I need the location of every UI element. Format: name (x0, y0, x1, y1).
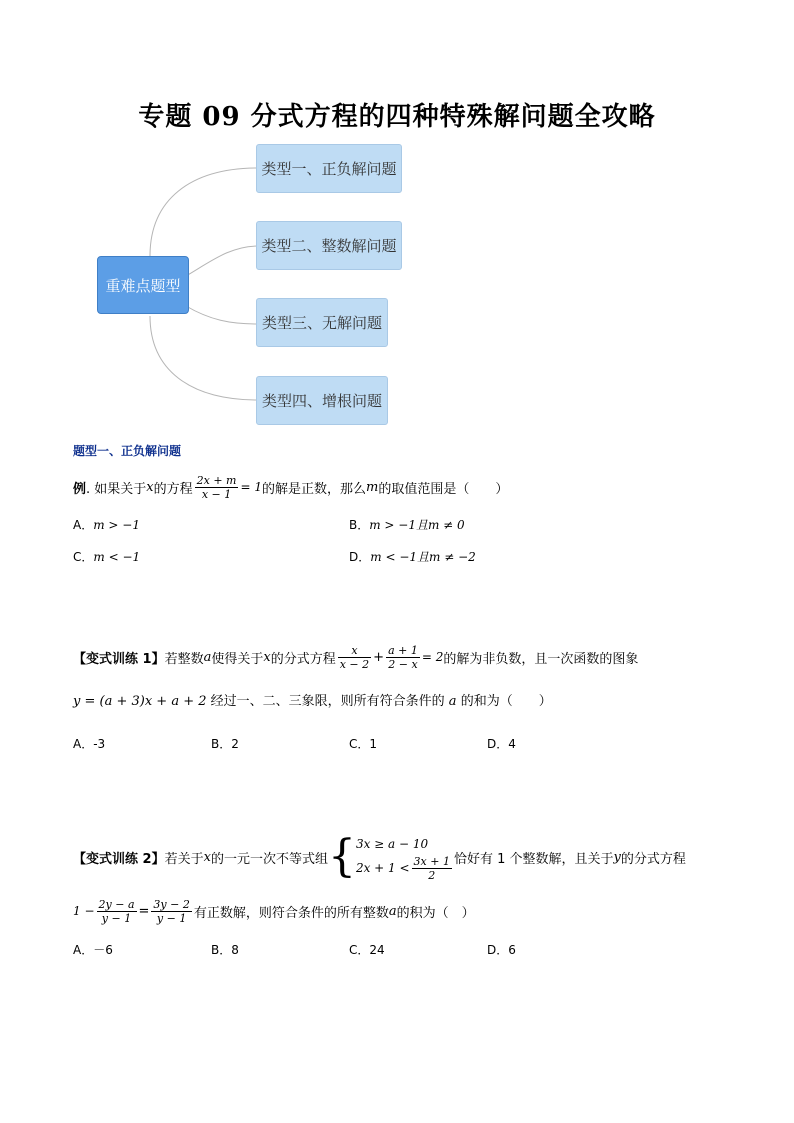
example-option-a: A．m > −1 (73, 518, 140, 532)
drill2-tag: 【变式训练 2】 (73, 851, 165, 867)
example-option-b: B．m > −1且m ≠ 0 (349, 518, 465, 532)
drill2-option-d: D．6 (487, 943, 516, 957)
drill1-option-a: A．-3 (73, 737, 106, 751)
example-option-d: D．m < −1且m ≠ −2 (349, 550, 476, 564)
section-heading: 题型一、正负解问题 (73, 444, 182, 458)
connector-2 (186, 246, 258, 276)
drill2-question-line2: 1 − $\frac{2y - a}{y - 1}$ = $\frac{3y - 2}{y - 1}$ 有正数解，则符合条件的所有整数 a 的积为（ ） (73, 897, 475, 925)
mindmap-root: 重难点题型 (97, 256, 189, 314)
drill2-option-b: B．8 (211, 943, 239, 957)
mindmap-branch-3: 类型三、无解问题 (256, 298, 388, 347)
drill2-option-c: C．24 (349, 943, 385, 957)
mindmap-branch-2: 类型二、整数解问题 (256, 221, 402, 270)
inequality-system: 3x ≥ a − 10 2x + 1 < $\frac{3x + 1}{2}$ (355, 836, 450, 882)
fraction: $\frac{2y - a}{y - 1}$ (98, 897, 135, 925)
page-title: 专题 09 分式方程的四种特殊解问题全攻略 (138, 102, 656, 132)
connector-4 (150, 316, 258, 400)
drill2-question-line1: 【变式训练 2】 若关于 x 的一元一次不等式组 { 3x ≥ a − 10 2x + 1 < $\frac{3x + 1}{2}$ 恰好有 1 个整数解，且关于 y 的分式方程 (73, 831, 686, 882)
drill1-question-line1: 【变式训练 1】 若整数 a 使得关于 x 的分式方程 $\frac{x}{x - 2}$ + $\frac{a + 1}{2 - x}$ = 2 的解为非负数，且一次函数的图象 (73, 643, 639, 671)
drill1-option-d: D．4 (487, 737, 516, 751)
fraction: $\frac{2x + m}{x - 1}$ (196, 473, 237, 501)
connector-1 (150, 168, 258, 256)
mindmap-branch-1: 类型一、正负解问题 (256, 144, 402, 193)
connector-3 (186, 306, 258, 324)
example-question: 例 . 如果关于 x 的方程 $\frac{2x + m}{x - 1}$ = 1 的解是正数，那么 m 的取值范围是（ ） (73, 473, 509, 501)
drill1-tag: 【变式训练 1】 (73, 651, 165, 667)
example-option-c: C．m < −1 (73, 550, 141, 564)
fraction: $\frac{a + 1}{2 - x}$ (388, 643, 418, 671)
left-brace: { (327, 831, 356, 882)
drill1-option-b: B．2 (211, 737, 239, 751)
drill1-option-c: C．1 (349, 737, 378, 751)
fraction: $\frac{3y - 2}{y - 1}$ (153, 897, 190, 925)
example-label: 例 (73, 481, 87, 497)
mindmap-connectors (0, 0, 794, 430)
drill1-question-line2: y = (a + 3)x + a + 2 经过一、二、三象限，则所有符合条件的 a 的和为（ ） (73, 694, 552, 709)
fraction: $\frac{x}{x - 2}$ (339, 643, 370, 671)
drill2-option-a: A．－6 (73, 943, 113, 957)
mindmap-branch-4: 类型四、增根问题 (256, 376, 388, 425)
fraction: $\frac{3x + 1}{2}$ (413, 854, 450, 882)
